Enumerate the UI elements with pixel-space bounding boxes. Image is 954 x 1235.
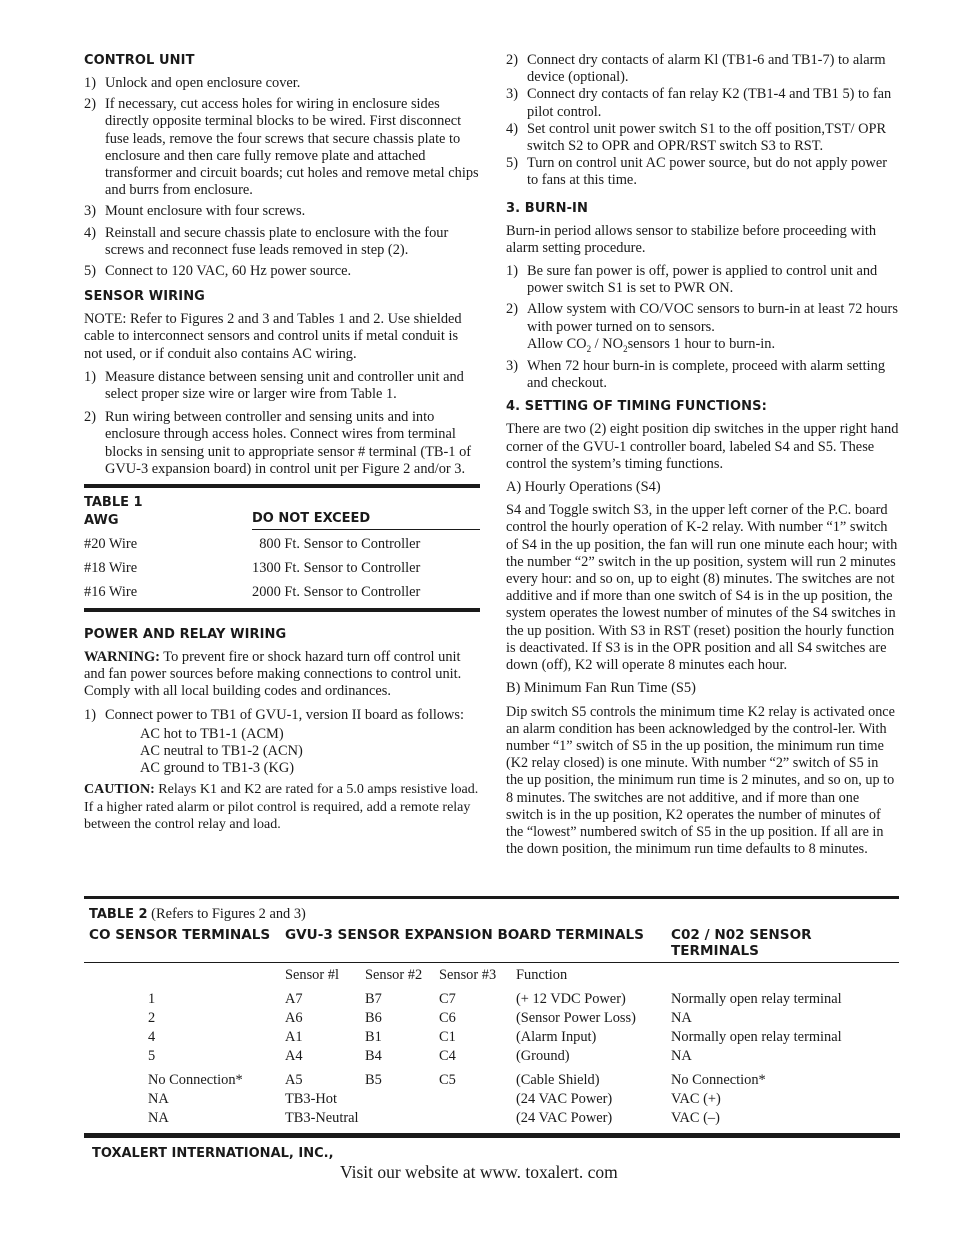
table-cell: 2 [148,1010,156,1026]
website-line: Visit our website at www. toxalert. com [340,1162,618,1182]
table-cell [365,1090,439,1109]
table-cell: B4 [365,1048,382,1064]
table-row [84,1109,899,1128]
list-item: 2) Connect dry contacts of alarm Kl (TB1-6 and TB1-7) to alarm device (optional). [506,52,886,86]
table-2-group-1 [84,990,899,1066]
table-cell: (24 VAC Power) [516,1110,613,1126]
table-cell: B6 [365,1010,382,1026]
table-1-header [84,511,480,532]
list-item: 5) Turn on control unit AC power source, but do not apply power to fans at this time. [506,155,887,189]
list-item: 2) If necessary, cut access holes for wiring in enclosure sides directly opposite terminal blocks to be wired. First disconnect fuse leads, remove the four screws that secure chassis plate to enclosure and then care fully remove plate and attached transformer and circuit boards; cut holes and remove metal chips and burrs from enclosure. [84,96,479,199]
list-item: 1) Connect power to TB1 of GVU-1, version II board as follows: [84,706,465,723]
hourly-text: S4 and Toggle switch S3, in the upper left corner of the P.C. board control the hourly operation of K-2 relay. With number “1” switch of S4 in the up position, the fan will run one minute each hour; with the number “2” switch in the up position, system will run 2 minutes every hour: and so on, up to eight (8) minutes. The switches are not additive and if more than one switch of S4 is in the up position, the system operates the lowest number of minutes of the S4 switches in the up position. With S3 in RST (reset) position the hourly function is deactivated. If S3 is in the OPR position and all S4 switches are down (off), K2 will operate 8 minutes each hour. [506,502,898,674]
power-relay-steps [84,707,480,724]
list-item: 3) Mount enclosure with four screws. [84,203,306,220]
table-2 [84,896,899,1138]
table-cell: A5 [285,1072,303,1088]
burn-in-steps [506,263,899,392]
table-1-title: TABLE 1 [84,495,143,511]
table-cell: (24 VAC Power) [516,1091,613,1107]
table-cell: (Ground) [516,1048,570,1064]
table-1 [84,484,480,612]
table-cell: VAC (+) [671,1091,721,1107]
list-item: 5) Connect to 120 VAC, 60 Hz power source. [84,263,352,280]
list-item: 3) Connect dry contacts of fan relay K2 (TB1-4 and TB1 5) to fan pilot control. [506,86,892,120]
table-cell: A6 [285,1010,303,1026]
list-item: 1) Measure distance between sensing unit and controller unit and select proper size wire or larger wire from Table 1. [84,368,464,403]
table-cell: Normally open relay terminal [671,991,842,1007]
caution-paragraph: CAUTION: Relays K1 and K2 are rated for a 5.0 amps resistive load. If a higher rated alarm or pilot control is required, add a remote relay between the control relay and load. [84,782,479,832]
list-item: 4) Set control unit power switch S1 to the off position,TST/ OPR switch S2 to OPR and OPR/RST switch S3 to RST. [506,120,887,155]
table-cell: A1 [285,1029,303,1045]
right-column [506,52,899,864]
table-cell: B1 [365,1029,382,1045]
table-row [84,1028,899,1047]
table-cell: A7 [285,991,303,1007]
list-item: 2) Allow system with CO/VOC sensors to burn-in at least 72 hours with power turned on to sensors. Allow $CO_2$ / $NO_2sensors$ 1 hour to burn-in. [506,301,898,354]
table-row: #20 Wire 800 Ft. Sensor to Controller [84,535,421,552]
min-fan-label: B) Minimum Fan Run Time (S5) [506,680,696,697]
table-cell: (Cable Shield) [516,1072,600,1088]
table-cell: B7 [365,991,382,1007]
footer-divider [84,1133,900,1138]
list-item: 2) Run wiring between controller and sensing units and into enclosure through access holes. Connect wires from terminal blocks in sensing unit to appropriate sensor # terminal (TB-1 of GVU-3 expansion board) in control unit per Figure 2 and/or 3. [84,409,472,477]
table-cell: C5 [439,1072,456,1088]
left-column [84,52,480,839]
burn-in-intro: Burn-in period allows sensor to stabilize before proceeding with alarm setting procedure. [506,222,877,256]
do-not-exceed-header: DO NOT EXCEED [252,511,480,530]
table-cell [365,1109,439,1128]
table-cell: (Sensor Power Loss) [516,1010,636,1026]
table-cell: (Alarm Input) [516,1029,597,1045]
table-2-subheader: Sensor #l Sensor #2 Sensor #3 Function [285,967,568,983]
table-cell: NA [671,1010,692,1026]
control-unit-heading: CONTROL UNIT [84,53,195,68]
timing-intro: There are two (2) eight position dip switches in the upper right hand corner of the GVU-1 controller board, labeled S4 and S5. These control the system’s timing functions. [506,421,899,472]
table-cell: B5 [365,1072,382,1088]
table-cell: C4 [439,1048,456,1064]
power-relay-heading: POWER AND RELAY WIRING [84,627,287,643]
table-2-title: TABLE 2 (Refers to Figures 2 and 3) [89,906,306,922]
list-item: 1) Unlock and open enclosure cover. [84,75,301,91]
hourly-label: A) Hourly Operations (S4) [506,479,661,496]
table-cell: No Connection* [148,1072,243,1088]
sensor-wiring-note: NOTE: Refer to Figures 2 and 3 and Tables 1 and 2. Use shielded cable to interconnect sensors and control units if metal conduit is not used, or if conduit also contains AC wiring. [84,311,462,362]
table-cell: A4 [285,1048,303,1064]
table-row [84,1071,899,1090]
table-cell: TB3-Neutral [285,1110,359,1126]
table-row [84,990,899,1009]
control-unit-steps [84,75,480,280]
sensor-wiring-steps [84,369,480,478]
table-cell: 4 [148,1029,156,1045]
table-cell: 5 [148,1048,156,1064]
power-relay-steps-continued [506,52,899,190]
table-row: #18 Wire 1300 Ft. Sensor to Controller [84,559,421,576]
sensor-wiring-heading: SENSOR WIRING [84,289,205,305]
table-row [84,1047,899,1066]
table-cell: C1 [439,1029,456,1045]
list-item: 1) Be sure fan power is off, power is applied to control unit and power switch S1 is set to PWR ON. [506,263,878,297]
list-item: 4) Reinstall and secure chassis plate to enclosure with the four screws and reconnect fuse leads removed in step (2). [84,224,449,258]
burn-in-heading: 3. BURN-IN [506,200,588,216]
table-2-group-2 [84,1071,899,1128]
table-cell [439,1109,516,1128]
table-cell: VAC (–) [671,1110,720,1126]
table-2-header: CO SENSOR TERMINALS GVU-3 SENSOR EXPANSION BOARD TERMINALS C02 / N02 SENSOR TERMINALS [84,923,899,963]
table-cell: 1 [148,991,156,1007]
min-fan-text: Dip switch S5 controls the minimum time K2 relay is activated once an alarm condition has been acknowledged by the control-ler. With number “1” switch of S5 in the up position, the minimum run time (K2 relay closed) is one minute. With number “2” switch of S5 in the up position, the minimum run time is 2 minutes, and so on, up to 8 minutes. The switches are not additive, and if more than one switch is in the up position, K2 operates the number of minutes of the “lowest” numbered switch of S5 in the up position. If all are in the down position, the minimum run time defaults to 8 minutes. [506,703,895,858]
table-cell: NA [148,1091,169,1107]
table-cell: C6 [439,1010,456,1026]
table-cell: (+ 12 VDC Power) [516,991,626,1007]
table-cell: TB3-Hot [285,1091,337,1107]
table-cell: C7 [439,991,456,1007]
table-cell: Normally open relay terminal [671,1029,842,1045]
table-row: #16 Wire 2000 Ft. Sensor to Controller [84,583,421,600]
company-name: TOXALERT INTERNATIONAL, INC., [92,1146,334,1161]
list-item: 3) When 72 hour burn-in is complete, proceed with alarm setting and checkout. [506,358,886,392]
table-cell: No Connection* [671,1072,766,1088]
table-cell [439,1090,516,1109]
connection-list: AC hot to TB1-1 (ACM) AC neutral to TB1-2 (ACN) AC ground to TB1-3 (KG) [140,725,303,777]
table-row [84,1009,899,1028]
table-cell: NA [671,1048,692,1064]
timing-heading: 4. SETTING OF TIMING FUNCTIONS: [506,399,767,415]
warning-paragraph: WARNING: To prevent fire or shock hazard turn off control unit and fan power sources before making connections to control unit. Comply with all local building codes and ordinances. [84,649,462,700]
table-row [84,1090,899,1109]
awg-header: AWG [84,512,119,528]
table-cell: NA [148,1110,169,1126]
